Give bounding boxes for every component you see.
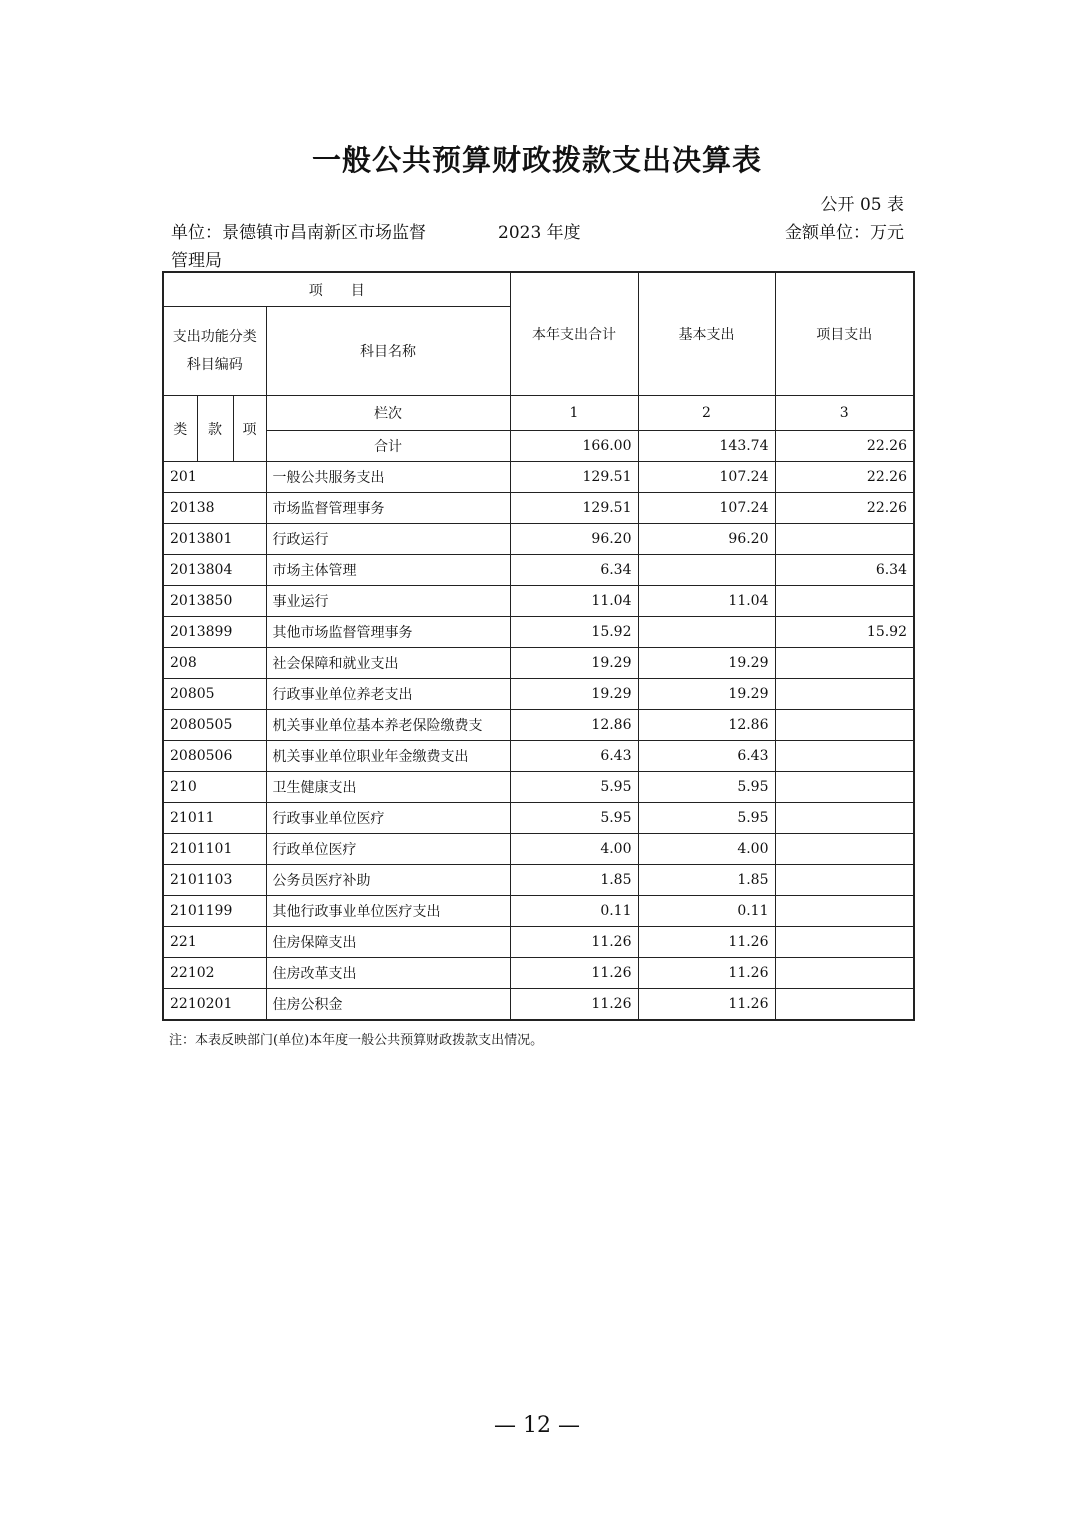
- total-amount: 5.95: [510, 772, 638, 803]
- basic-amount: 96.20: [638, 524, 775, 555]
- basic-amount: [638, 555, 775, 586]
- subject-name: 其他市场监督管理事务: [266, 617, 510, 648]
- total-amount: 12.86: [510, 710, 638, 741]
- total-amount: 15.92: [510, 617, 638, 648]
- unit-label-continued: 管理局: [171, 251, 222, 271]
- header-item: 项 目: [163, 272, 510, 307]
- function-code: 22102: [163, 958, 266, 989]
- total-amount: 11.04: [510, 586, 638, 617]
- function-code: 221: [163, 927, 266, 958]
- total-amount: 5.95: [510, 803, 638, 834]
- header-func-code: 支出功能分类科目编码: [163, 307, 266, 396]
- fiscal-year: 2023 年度: [498, 223, 581, 243]
- subject-name: 住房保障支出: [266, 927, 510, 958]
- subject-name: 住房公积金: [266, 989, 510, 1021]
- function-code: 2101101: [163, 834, 266, 865]
- table-row: [163, 989, 914, 1021]
- subject-name: 行政运行: [266, 524, 510, 555]
- function-code: 20805: [163, 679, 266, 710]
- table-row: [163, 803, 914, 834]
- header-basic-col: 基本支出: [638, 272, 775, 396]
- total-basic: 143.74: [638, 431, 775, 462]
- unit-label: 单位：景德镇市昌南新区市场监督: [171, 223, 426, 243]
- function-code: 2013804: [163, 555, 266, 586]
- table-row: [163, 679, 914, 710]
- subject-name: 其他行政事业单位医疗支出: [266, 896, 510, 927]
- total-amount: 6.43: [510, 741, 638, 772]
- money-unit: 金额单位：万元: [785, 223, 904, 243]
- header-project-col: 项目支出: [775, 272, 914, 396]
- total-amount: 129.51: [510, 462, 638, 493]
- table-row: [163, 958, 914, 989]
- total-amount: 19.29: [510, 648, 638, 679]
- subject-name: 行政事业单位医疗: [266, 803, 510, 834]
- total-row: [163, 431, 914, 462]
- total-label: 合计: [266, 431, 510, 462]
- table-row: [163, 927, 914, 958]
- function-code: 21011: [163, 803, 266, 834]
- function-code: 20138: [163, 493, 266, 524]
- basic-amount: 6.43: [638, 741, 775, 772]
- header-col-2: 2: [638, 396, 775, 431]
- subject-name: 机关事业单位职业年金缴费支出: [266, 741, 510, 772]
- total-amount: 4.00: [510, 834, 638, 865]
- subject-name: 机关事业单位基本养老保险缴费支: [266, 710, 510, 741]
- basic-amount: 11.26: [638, 927, 775, 958]
- form-code: 公开 05 表: [820, 195, 904, 215]
- project-amount: [775, 586, 914, 617]
- function-code: 208: [163, 648, 266, 679]
- basic-amount: 12.86: [638, 710, 775, 741]
- function-code: 2013801: [163, 524, 266, 555]
- total-amount: 129.51: [510, 493, 638, 524]
- basic-amount: 11.04: [638, 586, 775, 617]
- table-row: [163, 493, 914, 524]
- total-amount: 0.11: [510, 896, 638, 927]
- header-row-1: [163, 272, 914, 307]
- table-row: [163, 555, 914, 586]
- total-amount: 1.85: [510, 865, 638, 896]
- header-col-1: 1: [510, 396, 638, 431]
- header-lanci: 栏次: [266, 396, 510, 431]
- basic-amount: 5.95: [638, 772, 775, 803]
- table-row: [163, 741, 914, 772]
- page-title: 一般公共预算财政拨款支出决算表: [311, 143, 762, 177]
- table-row: [163, 865, 914, 896]
- total-project: 22.26: [775, 431, 914, 462]
- total-amount: 96.20: [510, 524, 638, 555]
- basic-amount: 11.26: [638, 989, 775, 1021]
- total-amount: 6.34: [510, 555, 638, 586]
- project-amount: 6.34: [775, 555, 914, 586]
- table-row: [163, 462, 914, 493]
- table-note: 注：本表反映部门(单位)本年度一般公共预算财政拨款支出情况。: [169, 1033, 544, 1048]
- subject-name: 市场监督管理事务: [266, 493, 510, 524]
- project-amount: 15.92: [775, 617, 914, 648]
- basic-amount: 5.95: [638, 803, 775, 834]
- basic-amount: 4.00: [638, 834, 775, 865]
- header-row-3: [163, 396, 914, 431]
- total-amount: 166.00: [510, 431, 638, 462]
- subject-name: 一般公共服务支出: [266, 462, 510, 493]
- subject-name: 行政单位医疗: [266, 834, 510, 865]
- basic-amount: 0.11: [638, 896, 775, 927]
- table-row: [163, 896, 914, 927]
- subject-name: 卫生健康支出: [266, 772, 510, 803]
- basic-amount: [638, 617, 775, 648]
- subject-name: 公务员医疗补助: [266, 865, 510, 896]
- table-row: [163, 772, 914, 803]
- project-amount: [775, 772, 914, 803]
- basic-amount: 19.29: [638, 679, 775, 710]
- function-code: 2101199: [163, 896, 266, 927]
- project-amount: 22.26: [775, 462, 914, 493]
- function-code: 2080506: [163, 741, 266, 772]
- function-code: 2013899: [163, 617, 266, 648]
- project-amount: [775, 803, 914, 834]
- function-code: 2080505: [163, 710, 266, 741]
- basic-amount: 1.85: [638, 865, 775, 896]
- subject-name: 市场主体管理: [266, 555, 510, 586]
- table-row: [163, 586, 914, 617]
- header-total-col: 本年支出合计: [510, 272, 638, 396]
- function-code: 2210201: [163, 989, 266, 1021]
- table-row: [163, 648, 914, 679]
- header-xiang: 项: [233, 396, 266, 462]
- project-amount: [775, 741, 914, 772]
- project-amount: [775, 989, 914, 1021]
- header-kuan: 款: [197, 396, 233, 462]
- page-number: — 12 —: [494, 1413, 580, 1438]
- basic-amount: 107.24: [638, 462, 775, 493]
- project-amount: [775, 648, 914, 679]
- project-amount: [775, 896, 914, 927]
- project-amount: [775, 710, 914, 741]
- table-row: [163, 617, 914, 648]
- project-amount: [775, 679, 914, 710]
- total-amount: 19.29: [510, 679, 638, 710]
- subject-name: 行政事业单位养老支出: [266, 679, 510, 710]
- project-amount: [775, 958, 914, 989]
- budget-table: [162, 271, 915, 1021]
- header-col-3: 3: [775, 396, 914, 431]
- table-row: [163, 524, 914, 555]
- project-amount: [775, 524, 914, 555]
- function-code: 2101103: [163, 865, 266, 896]
- function-code: 2013850: [163, 586, 266, 617]
- total-amount: 11.26: [510, 989, 638, 1021]
- header-subject-name: 科目名称: [266, 307, 510, 396]
- function-code: 201: [163, 462, 266, 493]
- basic-amount: 19.29: [638, 648, 775, 679]
- subject-name: 社会保障和就业支出: [266, 648, 510, 679]
- subject-name: 住房改革支出: [266, 958, 510, 989]
- project-amount: 22.26: [775, 493, 914, 524]
- total-amount: 11.26: [510, 927, 638, 958]
- table-row: [163, 834, 914, 865]
- project-amount: [775, 927, 914, 958]
- subject-name: 事业运行: [266, 586, 510, 617]
- function-code: 210: [163, 772, 266, 803]
- project-amount: [775, 834, 914, 865]
- table-row: [163, 710, 914, 741]
- project-amount: [775, 865, 914, 896]
- basic-amount: 11.26: [638, 958, 775, 989]
- header-lei: 类: [163, 396, 197, 462]
- basic-amount: 107.24: [638, 493, 775, 524]
- total-amount: 11.26: [510, 958, 638, 989]
